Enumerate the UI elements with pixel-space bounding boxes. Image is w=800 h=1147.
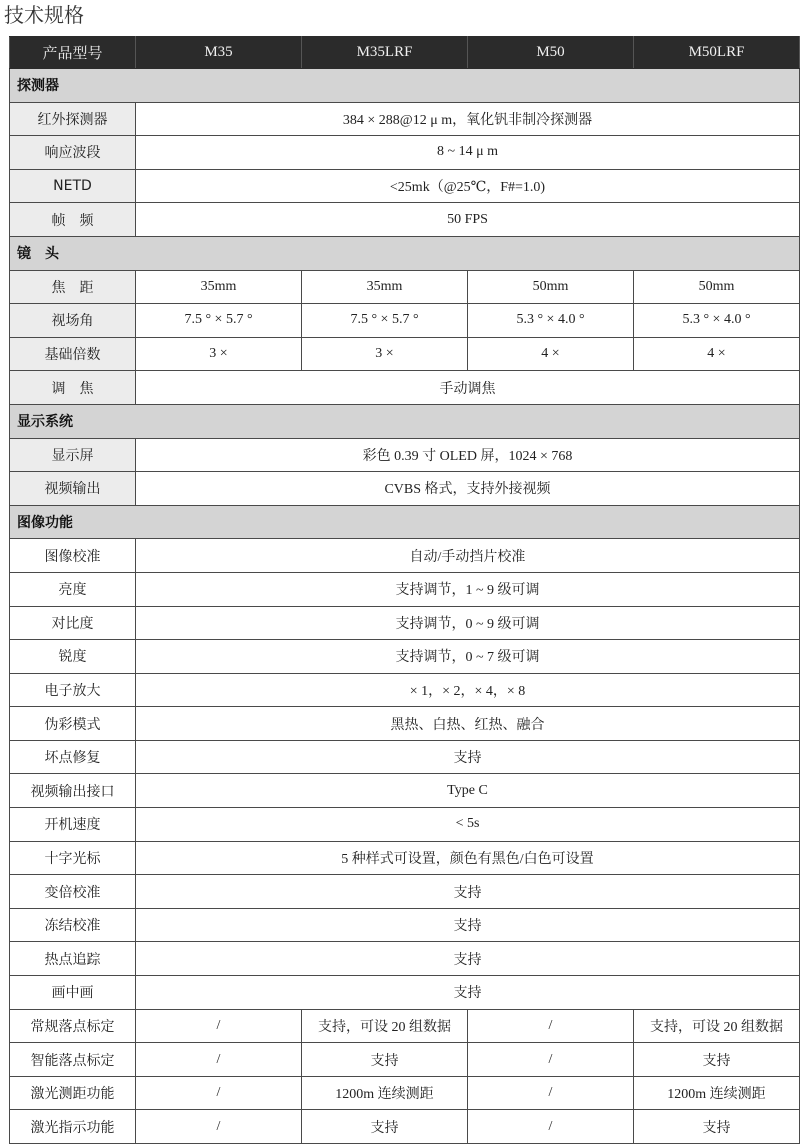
spec-row	[10, 808, 800, 842]
header-cell-m50: M50	[468, 37, 634, 69]
spec-value: × 1，× 2，× 4，× 8	[136, 673, 800, 707]
spec-label: 激光测距功能	[10, 1076, 136, 1110]
spec-label: 视场角	[10, 304, 136, 338]
section-header	[10, 505, 800, 539]
spec-value: 8 ~ 14 μ m	[136, 136, 800, 170]
spec-row	[10, 875, 800, 909]
section-header	[10, 404, 800, 438]
header-cell-m35lrf: M35LRF	[302, 37, 468, 69]
spec-value: CVBS 格式，支持外接视频	[136, 472, 800, 506]
spec-row	[10, 740, 800, 774]
spec-value: 支持	[302, 1110, 468, 1144]
spec-row	[10, 136, 800, 170]
spec-value: /	[468, 1009, 634, 1043]
spec-value: 35mm	[302, 270, 468, 304]
spec-label: 对比度	[10, 606, 136, 640]
spec-value: 4 ×	[634, 337, 800, 371]
spec-value: /	[136, 1076, 302, 1110]
spec-table	[9, 36, 800, 1144]
spec-value: 384 × 288@12 μ m，氧化钒非制冷探测器	[136, 102, 800, 136]
spec-label: 锐度	[10, 640, 136, 674]
spec-row	[10, 841, 800, 875]
spec-row	[10, 908, 800, 942]
spec-value: 3 ×	[136, 337, 302, 371]
section-header	[10, 69, 800, 103]
spec-value: 手动调焦	[136, 371, 800, 405]
spec-value: /	[136, 1110, 302, 1144]
spec-row	[10, 572, 800, 606]
header-row	[10, 37, 800, 69]
spec-label: 显示屏	[10, 438, 136, 472]
spec-row	[10, 169, 800, 203]
spec-row	[10, 1110, 800, 1144]
spec-row	[10, 640, 800, 674]
header-cell-m50lrf: M50LRF	[634, 37, 800, 69]
spec-value: 50mm	[468, 270, 634, 304]
spec-value: 支持调节，0 ~ 7 级可调	[136, 640, 800, 674]
spec-row	[10, 304, 800, 338]
spec-value: 50 FPS	[136, 203, 800, 237]
spec-row	[10, 203, 800, 237]
spec-label: 红外探测器	[10, 102, 136, 136]
spec-row	[10, 976, 800, 1010]
spec-value: 1200m 连续测距	[634, 1076, 800, 1110]
spec-value: /	[468, 1076, 634, 1110]
spec-value: 自动/手动挡片校准	[136, 539, 800, 573]
spec-value: 5.3 ° × 4.0 °	[634, 304, 800, 338]
spec-label: 伪彩模式	[10, 707, 136, 741]
spec-value: 50mm	[634, 270, 800, 304]
spec-label: 热点追踪	[10, 942, 136, 976]
spec-row	[10, 539, 800, 573]
spec-value: 7.5 ° × 5.7 °	[136, 304, 302, 338]
spec-label: 开机速度	[10, 808, 136, 842]
section-title: 探测器	[10, 69, 800, 103]
section-title: 图像功能	[10, 505, 800, 539]
spec-value: < 5s	[136, 808, 800, 842]
spec-label: 基础倍数	[10, 337, 136, 371]
section-header	[10, 236, 800, 270]
spec-value: 支持	[136, 875, 800, 909]
spec-value: 支持，可设 20 组数据	[302, 1009, 468, 1043]
spec-value: 支持	[302, 1043, 468, 1077]
spec-value: <25mk（@25℃，F#=1.0)	[136, 169, 800, 203]
spec-label: 图像校准	[10, 539, 136, 573]
spec-value: 彩色 0.39 寸 OLED 屏，1024 × 768	[136, 438, 800, 472]
spec-value: 4 ×	[468, 337, 634, 371]
spec-value: 支持	[136, 908, 800, 942]
spec-label: 视频输出接口	[10, 774, 136, 808]
spec-row	[10, 774, 800, 808]
spec-row	[10, 1076, 800, 1110]
spec-value: 支持	[634, 1110, 800, 1144]
spec-label: 变倍校准	[10, 875, 136, 909]
spec-table-body	[10, 37, 800, 1144]
spec-label: 激光指示功能	[10, 1110, 136, 1144]
spec-value: 3 ×	[302, 337, 468, 371]
spec-value: 支持调节，1 ~ 9 级可调	[136, 572, 800, 606]
spec-label: 焦 距	[10, 270, 136, 304]
header-cell-model: 产品型号	[10, 37, 136, 69]
section-title: 镜 头	[10, 236, 800, 270]
spec-value: 5 种样式可设置，颜色有黑色/白色可设置	[136, 841, 800, 875]
section-title: 显示系统	[10, 404, 800, 438]
spec-row	[10, 1009, 800, 1043]
spec-label: 智能落点标定	[10, 1043, 136, 1077]
spec-value: 支持调节，0 ~ 9 级可调	[136, 606, 800, 640]
spec-row	[10, 371, 800, 405]
spec-label: 电子放大	[10, 673, 136, 707]
spec-label: 十字光标	[10, 841, 136, 875]
spec-row	[10, 472, 800, 506]
spec-value: 支持，可设 20 组数据	[634, 1009, 800, 1043]
spec-label: 坏点修复	[10, 740, 136, 774]
spec-value: 7.5 ° × 5.7 °	[302, 304, 468, 338]
spec-row	[10, 673, 800, 707]
spec-value: /	[468, 1110, 634, 1144]
spec-label: 冻结校准	[10, 908, 136, 942]
spec-label: 响应波段	[10, 136, 136, 170]
spec-value: 支持	[136, 942, 800, 976]
spec-row	[10, 438, 800, 472]
spec-row	[10, 102, 800, 136]
spec-row	[10, 270, 800, 304]
spec-label: 画中画	[10, 976, 136, 1010]
spec-value: 黑热、白热、红热、融合	[136, 707, 800, 741]
spec-label: 亮度	[10, 572, 136, 606]
spec-row	[10, 606, 800, 640]
spec-row	[10, 337, 800, 371]
spec-value: /	[136, 1009, 302, 1043]
spec-row	[10, 942, 800, 976]
spec-value: /	[136, 1043, 302, 1077]
header-cell-m35: M35	[136, 37, 302, 69]
spec-value: 35mm	[136, 270, 302, 304]
spec-value: 支持	[136, 976, 800, 1010]
spec-label: NETD	[10, 169, 136, 203]
spec-value: Type C	[136, 774, 800, 808]
spec-value: /	[468, 1043, 634, 1077]
spec-label: 调 焦	[10, 371, 136, 405]
spec-value: 支持	[634, 1043, 800, 1077]
spec-label: 视频输出	[10, 472, 136, 506]
spec-label: 常规落点标定	[10, 1009, 136, 1043]
spec-value: 1200m 连续测距	[302, 1076, 468, 1110]
page-title: 技术规格	[4, 3, 84, 27]
spec-row	[10, 707, 800, 741]
spec-value: 5.3 ° × 4.0 °	[468, 304, 634, 338]
spec-label: 帧 频	[10, 203, 136, 237]
spec-value: 支持	[136, 740, 800, 774]
spec-row	[10, 1043, 800, 1077]
